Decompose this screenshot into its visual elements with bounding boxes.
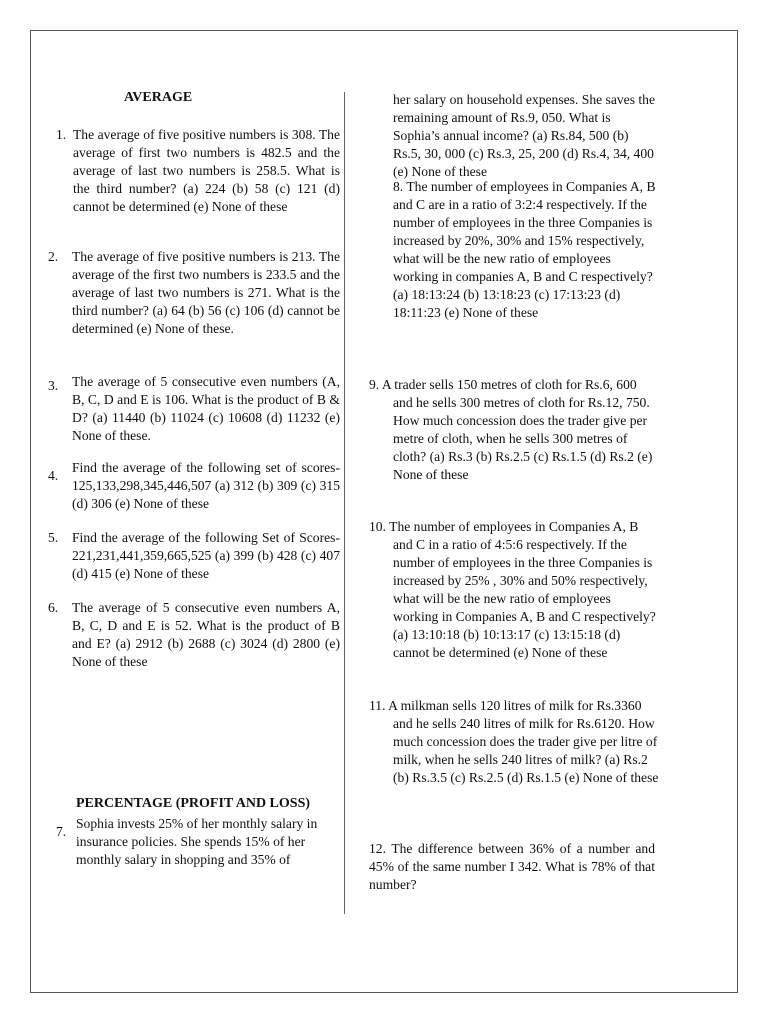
question-number: 1. [56,127,67,142]
question-number: 2. [48,249,59,264]
question-number: 3. [48,378,59,393]
question-text: The average of 5 consecutive even numbers (A, B, C, D and E is 106. What is the product of B & D? (a) 11440 (b) 11024 (c) 10608 (d) 11232 (e) None of these. [72,374,340,443]
question-number: 6. [48,600,59,615]
question-8: 8. The number of employees in Companies A, B and C are in a ratio of 3:2:4 respectively. If the number of employees in the three Companies is increased by 20%, 30% and 15% respectively, what will be the new ratio of employees working in companies A, B and C respectively? (a) 18:13:24 (b) 13:18:23 (c) 17:13:23 (d) 18:11:23 (e) None of these [393,179,656,320]
page-border-top [30,30,738,31]
question-11: 11. A milkman sells 120 litres of milk for Rs.3360 and he sells 240 litres of milk for Rs.6120. How much concession does the trader give per litre of milk, when he sells 240 litres of milk? (a) Rs.2 (b) Rs.3.5 (c) Rs.2.5 (d) Rs.1.5 (e) None of these [369,698,659,785]
question-4 [48,459,340,513]
question-text: Find the average of the following Set of Scores- 221,231,441,359,665,525 (a) 399 (b) 428 (c) 407 (d) 415 (e) None of these [72,530,340,581]
question-7-continued: her salary on household expenses. She saves the remaining amount of Rs.9, 050. What is Sophia’s annual income? (a) Rs.84, 500 (b) Rs.5, 30, 000 (c) Rs.3, 25, 200 (d) Rs.4, 34, 400 (e) None of these [393,92,655,179]
question-text: Find the average of the following set of scores- 125,133,298,345,446,507 (a) 312 (b) 309 (c) 315 (d) 306 (e) None of these [72,460,340,511]
question-9: 9. A trader sells 150 metres of cloth for Rs.6, 600 and he sells 300 metres of cloth for Rs.12, 750. How much concession does the trader give per metre of cloth, when he sells 300 metres of cloth? (a) Rs.3 (b) Rs.2.5 (c) Rs.1.5 (d) Rs.2 (e) None of these [369,377,653,482]
heading-average: AVERAGE [124,90,193,105]
column-divider [344,92,345,914]
page-border-right [737,30,738,992]
question-10: 10. The number of employees in Companies A, B and C in a ratio of 4:5:6 respectively. If the number of employees in the three Companies is increased by 25% , 30% and 50% respectively, what will be the new ratio of employees working in Companies A, B and C respectively? (a) 13:10:18 (b) 10:13:17 (c) 13:15:18 (d) cannot be determined (e) None of these [369,519,656,660]
page-border-left [30,30,31,992]
question-text: The average of five positive numbers is 308. The average of first two numbers is 482.5 and the average of last two numbers is 258.5. What is the third number? (a) 224 (b) 58 (c) 121 (d) cannot be determined (e) None of these [73,127,340,214]
page-border-bottom [30,992,738,993]
question-3 [48,373,340,445]
question-text: Sophia invests 25% of her monthly salary in insurance policies. She spends 15% of her monthly salary in shopping and 35% of [76,816,318,867]
question-number: 7. [56,824,67,839]
question-6 [48,599,340,671]
question-number: 4. [48,468,59,483]
question-2 [48,248,340,338]
heading-percentage: PERCENTAGE (PROFIT AND LOSS) [76,796,311,811]
question-text: The average of 5 consecutive even numbers A, B, C, D and E is 52. What is the product of B and E? (a) 2912 (b) 2688 (c) 3024 (d) 2800 (e) None of these [72,600,340,669]
question-text: The average of five positive numbers is 213. The average of the first two numbers is 233.5 and the average of last two numbers is 271. What is the third number? (a) 64 (b) 56 (c) 106 (d) cannot be determined (e) None of these. [72,249,340,336]
question-7 [56,815,340,869]
question-1 [56,126,340,216]
question-number: 5. [48,530,59,545]
question-5 [48,529,340,583]
question-12: 12. The difference between 36% of a number and 45% of the same number I 342. What is 78% of that number? [369,841,655,892]
